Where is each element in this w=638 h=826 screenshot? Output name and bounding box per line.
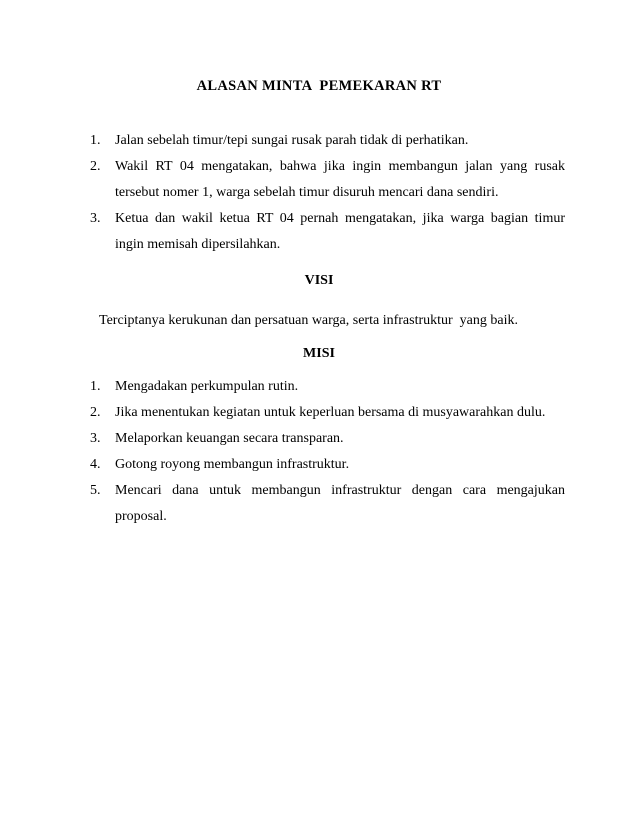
list-text: Melaporkan keuangan secara transparan. — [115, 431, 344, 446]
list-text: Jalan sebelah timur/tepi sungai rusak parah tidak di perhatikan. — [115, 133, 469, 148]
list-text: Mencari dana untuk membangun infrastruktur dengan cara mengajukan — [115, 483, 565, 498]
visi-heading: VISI — [304, 273, 334, 288]
list-item — [90, 452, 565, 478]
list-text: Wakil RT 04 mengatakan, bahwa jika ingin membangun jalan yang rusak — [115, 159, 565, 174]
list-text: Gotong royong membangun infrastruktur. — [115, 457, 350, 472]
list-text: proposal. — [115, 509, 167, 524]
list-item — [90, 400, 565, 426]
list-item — [90, 426, 565, 452]
list-number: 1. — [90, 379, 101, 394]
list-item — [90, 128, 565, 154]
misi-heading: MISI — [303, 346, 335, 361]
list-item — [90, 206, 565, 258]
document-title: ALASAN MINTA PEMEKARAN RT — [196, 78, 442, 94]
list-text: Jika menentukan kegiatan untuk keperluan bersama di musyawarahkan dulu. — [115, 405, 546, 420]
list-item — [90, 374, 565, 400]
list-number: 4. — [90, 457, 101, 472]
list-number: 3. — [90, 431, 101, 446]
list-number: 1. — [90, 133, 101, 148]
list-text: ingin memisah dipersilahkan. — [115, 237, 281, 252]
list-number: 2. — [90, 159, 101, 174]
list-text: Ketua dan wakil ketua RT 04 pernah mengatakan, jika warga bagian timur — [115, 211, 565, 226]
list-number: 2. — [90, 405, 101, 420]
list-item — [90, 478, 565, 530]
visi-text: Terciptanya kerukunan dan persatuan warga, serta infrastruktur yang baik. — [99, 313, 518, 328]
reasons-list — [90, 128, 565, 258]
list-item — [90, 154, 565, 206]
list-number: 5. — [90, 483, 101, 498]
list-text: tersebut nomer 1, warga sebelah timur disuruh mencari dana sendiri. — [115, 185, 499, 200]
list-number: 3. — [90, 211, 101, 226]
misi-list — [90, 374, 565, 530]
list-text: Mengadakan perkumpulan rutin. — [115, 379, 299, 394]
